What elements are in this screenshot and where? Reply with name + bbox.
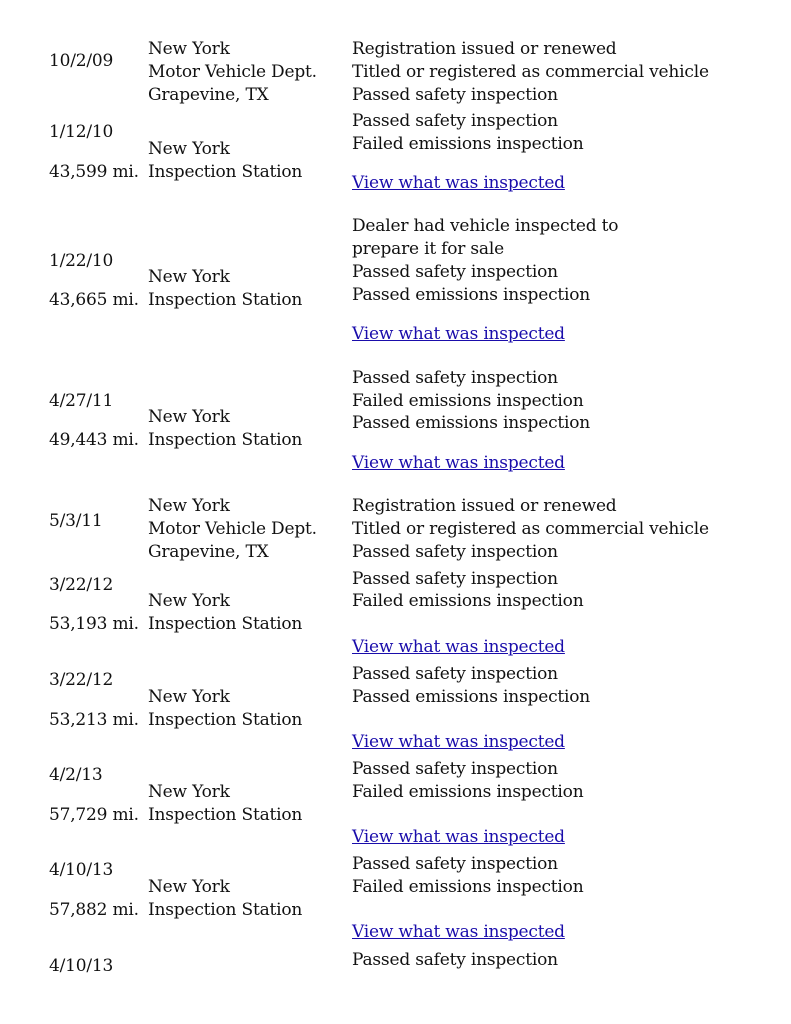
- source-line: New York: [148, 877, 230, 897]
- view-inspection-link[interactable]: View what was inspected: [352, 637, 565, 657]
- source-line: New York: [148, 139, 230, 159]
- view-inspection-link[interactable]: View what was inspected: [352, 732, 565, 752]
- detail-line: Titled or registered as commercial vehicle: [352, 519, 709, 539]
- detail-line: Passed safety inspection: [352, 262, 558, 282]
- detail-line: Passed emissions inspection: [352, 687, 591, 707]
- detail-line: Titled or registered as commercial vehicle: [352, 62, 709, 82]
- record-date: 1/12/10: [49, 122, 114, 142]
- source-line: Inspection Station: [148, 614, 303, 634]
- source-line: New York: [148, 782, 230, 802]
- detail-line: Passed safety inspection: [352, 759, 558, 779]
- detail-line: Registration issued or renewed: [352, 39, 617, 59]
- detail-line: Passed safety inspection: [352, 85, 558, 105]
- detail-line: Passed safety inspection: [352, 664, 558, 684]
- record-date: 4/10/13: [49, 956, 114, 976]
- record-date: 3/22/12: [49, 575, 114, 595]
- source-line: New York: [148, 407, 230, 427]
- detail-line: Passed safety inspection: [352, 542, 558, 562]
- source-line: Motor Vehicle Dept.: [148, 519, 317, 539]
- record-mileage: 53,193 mi.: [49, 614, 139, 634]
- detail-line: Failed emissions inspection: [352, 782, 584, 802]
- source-line: Inspection Station: [148, 900, 303, 920]
- detail-line: Passed safety inspection: [352, 854, 558, 874]
- record-mileage: 57,882 mi.: [49, 900, 139, 920]
- detail-line: Passed safety inspection: [352, 569, 558, 589]
- source-line: Inspection Station: [148, 710, 303, 730]
- source-line: New York: [148, 496, 230, 516]
- source-line: Grapevine, TX: [148, 85, 269, 105]
- record-mileage: 43,665 mi.: [49, 290, 139, 310]
- detail-line: Dealer had vehicle inspected to: [352, 216, 619, 236]
- record-date: 4/27/11: [49, 391, 114, 411]
- record-date: 1/22/10: [49, 251, 114, 271]
- view-inspection-link[interactable]: View what was inspected: [352, 324, 565, 344]
- record-date: 3/22/12: [49, 670, 114, 690]
- detail-line: Passed emissions inspection: [352, 285, 591, 305]
- view-inspection-link[interactable]: View what was inspected: [352, 827, 565, 847]
- source-line: Inspection Station: [148, 805, 303, 825]
- record-mileage: 49,443 mi.: [49, 430, 139, 450]
- source-line: New York: [148, 267, 230, 287]
- detail-line: Passed safety inspection: [352, 950, 558, 970]
- source-line: Inspection Station: [148, 430, 303, 450]
- record-date: 5/3/11: [49, 511, 103, 531]
- detail-line: Passed emissions inspection: [352, 413, 591, 433]
- detail-line: Failed emissions inspection: [352, 391, 584, 411]
- detail-line: Passed safety inspection: [352, 111, 558, 131]
- record-mileage: 53,213 mi.: [49, 710, 139, 730]
- detail-line: Failed emissions inspection: [352, 134, 584, 154]
- view-inspection-link[interactable]: View what was inspected: [352, 922, 565, 942]
- source-line: New York: [148, 39, 230, 59]
- source-line: New York: [148, 687, 230, 707]
- source-line: Inspection Station: [148, 162, 303, 182]
- source-line: Motor Vehicle Dept.: [148, 62, 317, 82]
- record-mileage: 57,729 mi.: [49, 805, 139, 825]
- detail-line: prepare it for sale: [352, 239, 504, 259]
- record-date: 4/2/13: [49, 765, 103, 785]
- source-line: Inspection Station: [148, 290, 303, 310]
- source-line: New York: [148, 591, 230, 611]
- record-date: 4/10/13: [49, 860, 114, 880]
- detail-line: Registration issued or renewed: [352, 496, 617, 516]
- detail-line: Failed emissions inspection: [352, 591, 584, 611]
- view-inspection-link[interactable]: View what was inspected: [352, 173, 565, 193]
- detail-line: Passed safety inspection: [352, 368, 558, 388]
- record-date: 10/2/09: [49, 51, 114, 71]
- record-mileage: 43,599 mi.: [49, 162, 139, 182]
- view-inspection-link[interactable]: View what was inspected: [352, 453, 565, 473]
- source-line: Grapevine, TX: [148, 542, 269, 562]
- detail-line: Failed emissions inspection: [352, 877, 584, 897]
